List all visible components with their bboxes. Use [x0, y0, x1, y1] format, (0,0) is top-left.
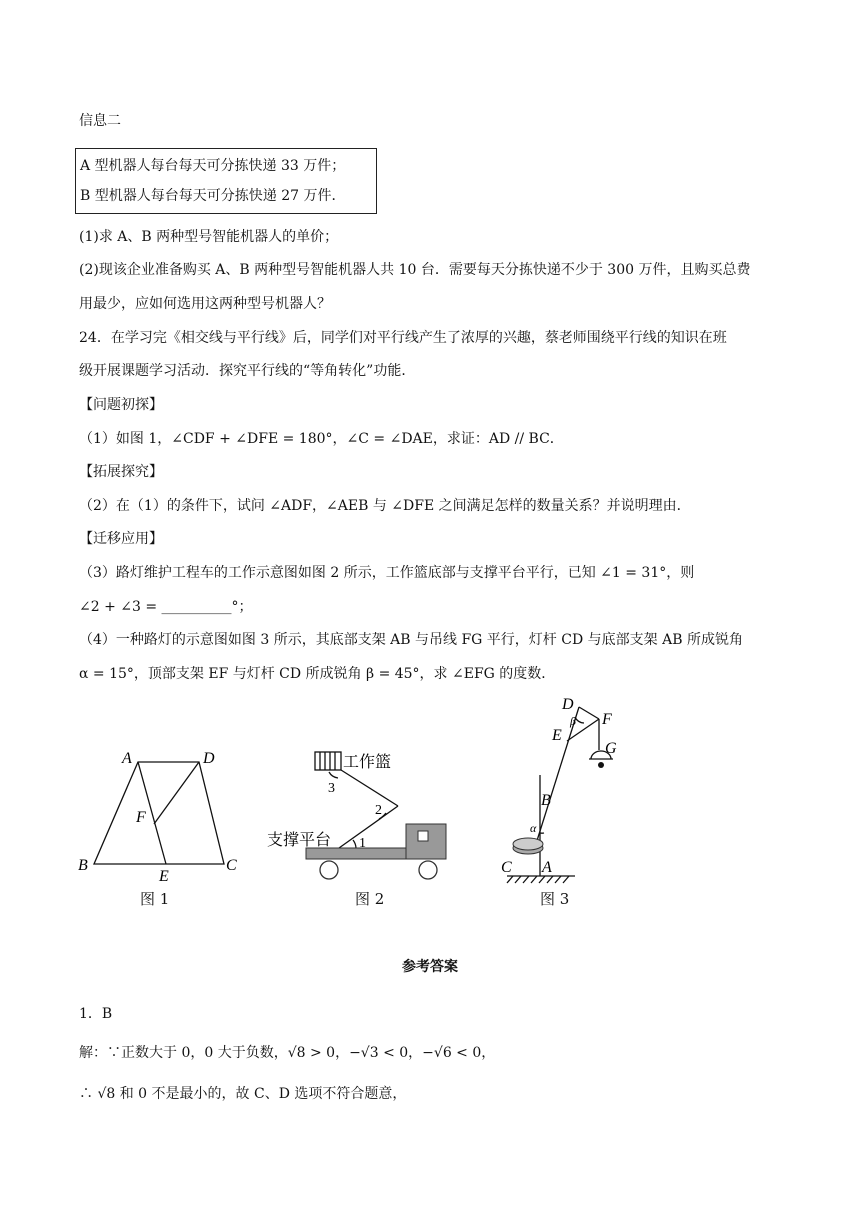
q24-p1: （1）如图 1，∠CDF + ∠DFE = 180°，∠C = ∠DAE，求证：AD // BC．	[79, 431, 564, 447]
answer-1-sol-a: 解：∵正数大于 0，0 大于负数，√8 > 0，−√3 < 0，−√6 < 0，	[79, 1045, 496, 1061]
fig2-upper-arm	[341, 770, 398, 806]
fig2-window	[418, 831, 428, 841]
fig3-label-a: A	[542, 859, 552, 876]
fig2-basket-label: 工作篮	[343, 754, 392, 771]
fig1-label-c: C	[226, 857, 237, 874]
fig3-label-g: G	[605, 740, 617, 757]
fig3-bulb	[598, 762, 604, 768]
fig2-angle1: 1	[359, 836, 366, 851]
fig2-basket	[315, 752, 341, 770]
figure-2	[265, 740, 455, 890]
fig2-caption: 图 2	[355, 890, 385, 908]
fig2-wheel-front	[419, 861, 437, 879]
fig1-trapezoid	[94, 762, 224, 864]
fig2-platform-label: 支撑平台	[267, 832, 332, 849]
fig1-label-b: B	[78, 857, 88, 874]
fig3-label-e: E	[552, 727, 562, 744]
q24-p4a: （4）一种路灯的示意图如图 3 所示，其底部支架 AB 与吊线 FG 平行，灯杆 CD 与底部支架 AB 所成锐角	[79, 632, 743, 648]
fig3-beta: β	[570, 714, 576, 728]
info2-line-a: A 型机器人每台每天可分拣快递 33 万件；	[80, 158, 346, 174]
q23-part1: (1)求 A、B 两种型号智能机器人的单价；	[79, 229, 339, 245]
fig1-caption: 图 1	[140, 890, 170, 908]
figure-3	[495, 695, 625, 885]
fig1-label-f: F	[136, 809, 146, 826]
q24-p3b: ∠2 + ∠3 = __________°；	[79, 599, 253, 615]
fig1-label-a: A	[122, 750, 132, 767]
q23-part2a: (2)现该企业准备购买 A、B 两种型号智能机器人共 10 台．需要每天分拣快递不少于 300 万件，且购买总费	[79, 262, 751, 278]
fig3-label-f: F	[602, 711, 612, 728]
fig2-angle2: 2	[375, 803, 382, 818]
answers-title: 参考答案	[402, 959, 458, 975]
q24-p2: （2）在（1）的条件下，试问 ∠ADF，∠AEB 与 ∠DFE 之间满足怎样的数量关系？并说明理由．	[79, 498, 691, 514]
fig1-label-d: D	[203, 750, 215, 767]
q23-part2b: 用最少，应如何选用这两种型号机器人？	[79, 296, 331, 312]
q24-p3a: （3）路灯维护工程车的工作示意图如图 2 所示，工作篮底部与支撑平台平行，已知 ∠1 = 31°，则	[79, 565, 695, 581]
fig1-label-e: E	[159, 868, 169, 885]
info2-title: 信息二	[79, 113, 121, 129]
info2-box	[75, 148, 377, 214]
answer-1: 1．B	[79, 1006, 113, 1022]
fig2-angle3: 3	[328, 781, 335, 796]
fig3-label-b: B	[541, 792, 551, 809]
info2-line-b: B 型机器人每台每天可分拣快递 27 万件．	[80, 188, 346, 204]
fig3-caption: 图 3	[540, 890, 570, 908]
fig2-lower-arm	[339, 806, 398, 848]
fig3-label-c: C	[501, 859, 512, 876]
answer-1-sol-b: ∴ √8 和 0 不是最小的，故 C、D 选项不符合题意，	[79, 1086, 407, 1102]
section-heading-1: 【问题初探】	[79, 397, 163, 413]
fig3-line-df	[579, 707, 599, 719]
fig2-wheel-rear	[320, 861, 338, 879]
q24-intro-b: 级开展课题学习活动．探究平行线的“等角转化”功能．	[79, 363, 416, 379]
section-heading-2: 【拓展探究】	[79, 464, 163, 480]
fig2-platform	[306, 848, 406, 859]
fig3-alpha: α	[530, 821, 537, 835]
fig3-label-d: D	[562, 696, 574, 713]
section-heading-3: 【迁移应用】	[79, 531, 163, 547]
fig1-line-df	[154, 762, 199, 824]
q24-intro-a: 24．在学习完《相交线与平行线》后，同学们对平行线产生了浓厚的兴趣，蔡老师围绕平行线的知识在班	[79, 330, 727, 346]
q24-p4b: α = 15°，顶部支架 EF 与灯杆 CD 所成锐角 β = 45°，求 ∠EFG 的度数．	[79, 666, 556, 682]
